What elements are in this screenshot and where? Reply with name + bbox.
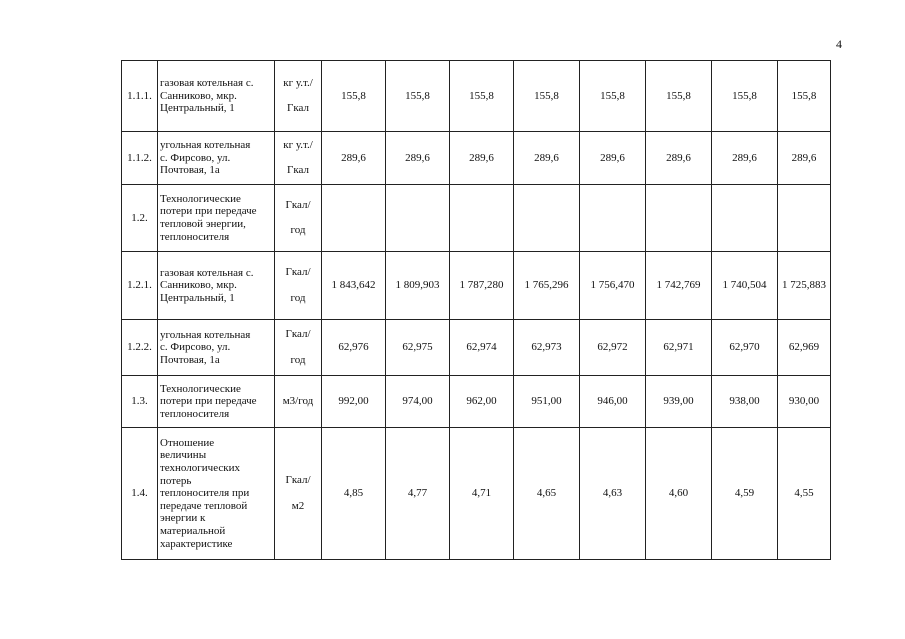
value-cell: 1 765,296 [514, 252, 580, 320]
value-cell: 155,8 [322, 61, 386, 132]
value-cell: 155,8 [450, 61, 514, 132]
unit-cell: Гкал/ год [275, 185, 322, 252]
value-cell: 1 787,280 [450, 252, 514, 320]
value-cell: 155,8 [712, 61, 778, 132]
value-cell: 289,6 [514, 132, 580, 185]
value-cell [322, 185, 386, 252]
row-number-cell: 1.2.1. [122, 252, 158, 320]
value-cell: 4,71 [450, 428, 514, 560]
value-cell: 289,6 [778, 132, 831, 185]
value-cell: 289,6 [646, 132, 712, 185]
value-cell: 1 809,903 [386, 252, 450, 320]
table-row [122, 132, 831, 185]
value-cell: 974,00 [386, 376, 450, 428]
indicator-name-cell: Технологические потери при передаче теплоносителя [158, 376, 275, 428]
value-cell: 4,60 [646, 428, 712, 560]
unit-cell: Гкал/ год [275, 320, 322, 376]
value-cell: 62,970 [712, 320, 778, 376]
value-cell: 946,00 [580, 376, 646, 428]
value-cell [450, 185, 514, 252]
value-cell [514, 185, 580, 252]
row-number-cell: 1.2.2. [122, 320, 158, 376]
value-cell: 155,8 [646, 61, 712, 132]
row-number-cell: 1.2. [122, 185, 158, 252]
value-cell: 1 843,642 [322, 252, 386, 320]
row-number-cell: 1.1.1. [122, 61, 158, 132]
value-cell: 155,8 [778, 61, 831, 132]
value-cell: 4,63 [580, 428, 646, 560]
value-cell: 62,972 [580, 320, 646, 376]
value-cell: 62,974 [450, 320, 514, 376]
value-cell: 62,969 [778, 320, 831, 376]
value-cell: 4,59 [712, 428, 778, 560]
value-cell: 289,6 [450, 132, 514, 185]
indicator-name-cell: Отношение величины технологических потерь теплоносителя при передаче тепловой энергии к материальной характеристике [158, 428, 275, 560]
value-cell: 951,00 [514, 376, 580, 428]
data-table [121, 60, 831, 560]
value-cell: 938,00 [712, 376, 778, 428]
value-cell: 939,00 [646, 376, 712, 428]
value-cell: 62,976 [322, 320, 386, 376]
table-row [122, 61, 831, 132]
value-cell: 1 740,504 [712, 252, 778, 320]
value-cell [386, 185, 450, 252]
value-cell: 930,00 [778, 376, 831, 428]
page-number: 4 [836, 37, 842, 51]
value-cell [712, 185, 778, 252]
value-cell: 62,973 [514, 320, 580, 376]
unit-cell: Гкал/ год [275, 252, 322, 320]
value-cell: 4,65 [514, 428, 580, 560]
value-cell: 4,77 [386, 428, 450, 560]
row-number-cell: 1.1.2. [122, 132, 158, 185]
value-cell: 289,6 [712, 132, 778, 185]
value-cell: 62,971 [646, 320, 712, 376]
value-cell [580, 185, 646, 252]
value-cell: 62,975 [386, 320, 450, 376]
value-cell: 155,8 [580, 61, 646, 132]
row-number-cell: 1.4. [122, 428, 158, 560]
indicator-name-cell: угольная котельная с. Фирсово, ул. Почтовая, 1а [158, 320, 275, 376]
value-cell: 1 742,769 [646, 252, 712, 320]
indicator-name-cell: угольная котельная с. Фирсово, ул. Почтовая, 1а [158, 132, 275, 185]
value-cell: 289,6 [580, 132, 646, 185]
value-cell: 289,6 [322, 132, 386, 185]
table-row [122, 428, 831, 560]
value-cell: 4,55 [778, 428, 831, 560]
unit-cell: м3/год [275, 376, 322, 428]
value-cell: 1 756,470 [580, 252, 646, 320]
table-row [122, 376, 831, 428]
indicator-name-cell: газовая котельная с. Санниково, мкр. Центральный, 1 [158, 252, 275, 320]
value-cell: 1 725,883 [778, 252, 831, 320]
indicator-name-cell: газовая котельная с. Санниково, мкр. Центральный, 1 [158, 61, 275, 132]
value-cell [778, 185, 831, 252]
table-row [122, 252, 831, 320]
unit-cell: кг у.т./ Гкал [275, 61, 322, 132]
unit-cell: кг у.т./ Гкал [275, 132, 322, 185]
unit-cell: Гкал/ м2 [275, 428, 322, 560]
value-cell: 155,8 [386, 61, 450, 132]
value-cell: 992,00 [322, 376, 386, 428]
table-row [122, 185, 831, 252]
table-row [122, 320, 831, 376]
value-cell: 962,00 [450, 376, 514, 428]
value-cell: 289,6 [386, 132, 450, 185]
value-cell [646, 185, 712, 252]
value-cell: 4,85 [322, 428, 386, 560]
value-cell: 155,8 [514, 61, 580, 132]
table-body [122, 61, 831, 560]
row-number-cell: 1.3. [122, 376, 158, 428]
indicator-name-cell: Технологические потери при передаче тепловой энергии, теплоносителя [158, 185, 275, 252]
